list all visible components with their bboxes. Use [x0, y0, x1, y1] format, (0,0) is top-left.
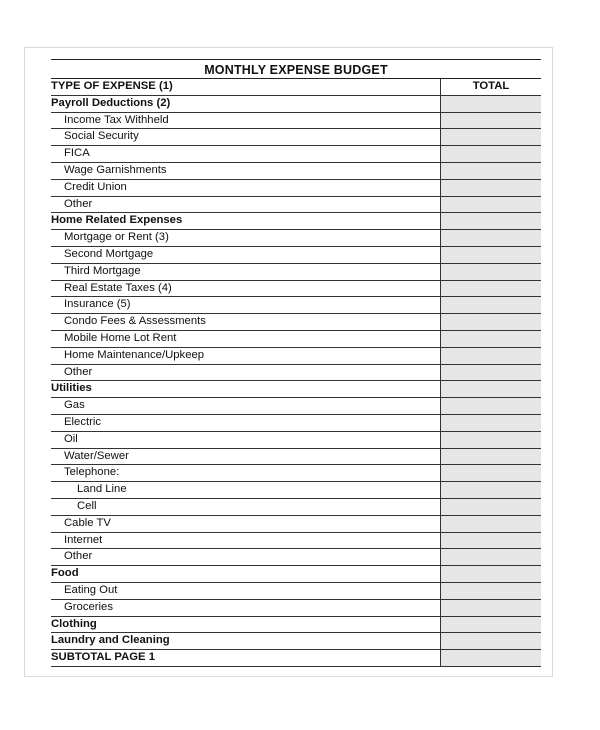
total-amount-field[interactable] — [441, 549, 542, 566]
expense-label — [51, 582, 441, 599]
expense-label-text: Oil — [64, 432, 78, 445]
total-amount-field[interactable] — [441, 465, 542, 482]
expense-table — [51, 79, 541, 667]
total-amount-field[interactable] — [441, 431, 542, 448]
expense-row — [51, 179, 541, 196]
expense-label — [51, 280, 441, 297]
expense-row — [51, 263, 541, 280]
expense-label-text: Groceries — [64, 600, 113, 613]
expense-row — [51, 213, 541, 230]
expense-label — [51, 498, 441, 515]
total-amount-field[interactable] — [441, 515, 542, 532]
expense-label — [51, 330, 441, 347]
total-amount-field[interactable] — [441, 95, 542, 112]
expense-row — [51, 196, 541, 213]
total-amount-field[interactable] — [441, 650, 542, 667]
expense-row — [51, 146, 541, 163]
total-amount-field[interactable] — [441, 498, 542, 515]
expense-label-text: Credit Union — [64, 180, 127, 193]
expense-label-text: Mobile Home Lot Rent — [64, 331, 177, 344]
expense-row — [51, 482, 541, 499]
form-title: MONTHLY EXPENSE BUDGET — [51, 59, 541, 79]
expense-label — [51, 112, 441, 129]
expense-row — [51, 414, 541, 431]
expense-row — [51, 330, 541, 347]
total-amount-field[interactable] — [441, 364, 542, 381]
expense-label — [51, 95, 441, 112]
expense-label — [51, 297, 441, 314]
expense-row — [51, 566, 541, 583]
total-amount-field[interactable] — [441, 246, 542, 263]
expense-label-text: Income Tax Withheld — [64, 113, 169, 126]
expense-label-text: Third Mortgage — [64, 264, 141, 277]
total-amount-field[interactable] — [441, 162, 542, 179]
expense-label — [51, 566, 441, 583]
expense-row — [51, 616, 541, 633]
total-amount-field[interactable] — [441, 582, 542, 599]
expense-label-text: Cable TV — [64, 516, 111, 529]
type-of-expense-header: TYPE OF EXPENSE (1) — [51, 79, 441, 95]
expense-label — [51, 146, 441, 163]
expense-row — [51, 129, 541, 146]
expense-label-text: Eating Out — [64, 583, 118, 596]
total-amount-field[interactable] — [441, 230, 542, 247]
expense-label — [51, 196, 441, 213]
expense-label — [51, 633, 441, 650]
expense-row — [51, 398, 541, 415]
expense-label — [51, 482, 441, 499]
expense-row — [51, 633, 541, 650]
total-amount-field[interactable] — [441, 196, 542, 213]
expense-budget-form — [51, 59, 541, 667]
expense-label-text: Other — [64, 365, 93, 378]
total-amount-field[interactable] — [441, 347, 542, 364]
total-amount-field[interactable] — [441, 532, 542, 549]
expense-label-text: Cell — [77, 499, 97, 512]
expense-label-text: Wage Garnishments — [64, 163, 167, 176]
expense-label-text: Land Line — [77, 483, 127, 496]
expense-label — [51, 381, 441, 398]
expense-label — [51, 314, 441, 331]
total-amount-field[interactable] — [441, 146, 542, 163]
expense-label — [51, 263, 441, 280]
expense-label-text: Payroll Deductions (2) — [51, 96, 171, 109]
expense-label-text: Home Maintenance/Upkeep — [64, 348, 205, 361]
expense-label — [51, 162, 441, 179]
expense-label — [51, 364, 441, 381]
expense-label — [51, 129, 441, 146]
expense-label-text: Clothing — [51, 617, 97, 630]
expense-label — [51, 431, 441, 448]
total-amount-field[interactable] — [441, 129, 542, 146]
expense-label — [51, 515, 441, 532]
expense-label-text: Utilities — [51, 382, 92, 395]
expense-label — [51, 179, 441, 196]
expense-row — [51, 465, 541, 482]
total-amount-field[interactable] — [441, 280, 542, 297]
expense-label-text: Second Mortgage — [64, 247, 154, 260]
expense-row — [51, 431, 541, 448]
expense-row — [51, 347, 541, 364]
expense-table-body — [51, 79, 541, 666]
expense-row — [51, 95, 541, 112]
total-amount-field[interactable] — [441, 599, 542, 616]
expense-label-text: Condo Fees & Assessments — [64, 315, 206, 328]
expense-label-text: Gas — [64, 399, 85, 412]
expense-label-text: Internet — [64, 533, 103, 546]
expense-label — [51, 213, 441, 230]
total-amount-field[interactable] — [441, 633, 542, 650]
expense-label — [51, 532, 441, 549]
expense-row — [51, 549, 541, 566]
total-amount-field[interactable] — [441, 482, 542, 499]
expense-row — [51, 112, 541, 129]
total-amount-field[interactable] — [441, 263, 542, 280]
total-header: TOTAL — [441, 79, 542, 95]
expense-label — [51, 650, 441, 667]
expense-label-text: Other — [64, 197, 93, 210]
expense-label — [51, 230, 441, 247]
expense-label — [51, 549, 441, 566]
expense-label-text: FICA — [64, 147, 90, 160]
total-amount-field[interactable] — [441, 616, 542, 633]
expense-row — [51, 448, 541, 465]
expense-row — [51, 381, 541, 398]
expense-label — [51, 398, 441, 415]
expense-label-text: Laundry and Cleaning — [51, 634, 170, 647]
expense-row — [51, 280, 541, 297]
expense-label-text: SUBTOTAL PAGE 1 — [51, 651, 155, 664]
expense-row — [51, 364, 541, 381]
expense-label-text: Telephone: — [64, 466, 120, 479]
expense-row — [51, 230, 541, 247]
expense-label-text: Real Estate Taxes (4) — [64, 281, 172, 294]
total-amount-field[interactable] — [441, 213, 542, 230]
expense-row — [51, 162, 541, 179]
expense-label-text: Mortgage or Rent (3) — [64, 231, 169, 244]
total-amount-field[interactable] — [441, 112, 542, 129]
expense-row — [51, 297, 541, 314]
expense-label-text: Social Security — [64, 130, 139, 143]
expense-label-text: Home Related Expenses — [51, 214, 183, 227]
expense-row — [51, 498, 541, 515]
expense-label — [51, 448, 441, 465]
total-amount-field[interactable] — [441, 314, 542, 331]
total-amount-field[interactable] — [441, 297, 542, 314]
expense-label-text: Electric — [64, 415, 102, 428]
expense-label — [51, 246, 441, 263]
expense-label-text: Water/Sewer — [64, 449, 129, 462]
expense-row — [51, 650, 541, 667]
expense-label — [51, 616, 441, 633]
total-amount-field[interactable] — [441, 448, 542, 465]
expense-label-text: Other — [64, 550, 93, 563]
expense-row — [51, 532, 541, 549]
expense-label-text: Food — [51, 567, 79, 580]
total-amount-field[interactable] — [441, 414, 542, 431]
expense-row — [51, 515, 541, 532]
expense-row — [51, 314, 541, 331]
total-amount-field[interactable] — [441, 398, 542, 415]
expense-label — [51, 414, 441, 431]
expense-label — [51, 347, 441, 364]
expense-row — [51, 582, 541, 599]
expense-label-text: Insurance (5) — [64, 298, 131, 311]
total-amount-field[interactable] — [441, 330, 542, 347]
table-header-row — [51, 79, 541, 95]
expense-label — [51, 465, 441, 482]
total-amount-field[interactable] — [441, 179, 542, 196]
expense-row — [51, 246, 541, 263]
total-amount-field[interactable] — [441, 566, 542, 583]
total-amount-field[interactable] — [441, 381, 542, 398]
expense-row — [51, 599, 541, 616]
expense-label — [51, 599, 441, 616]
